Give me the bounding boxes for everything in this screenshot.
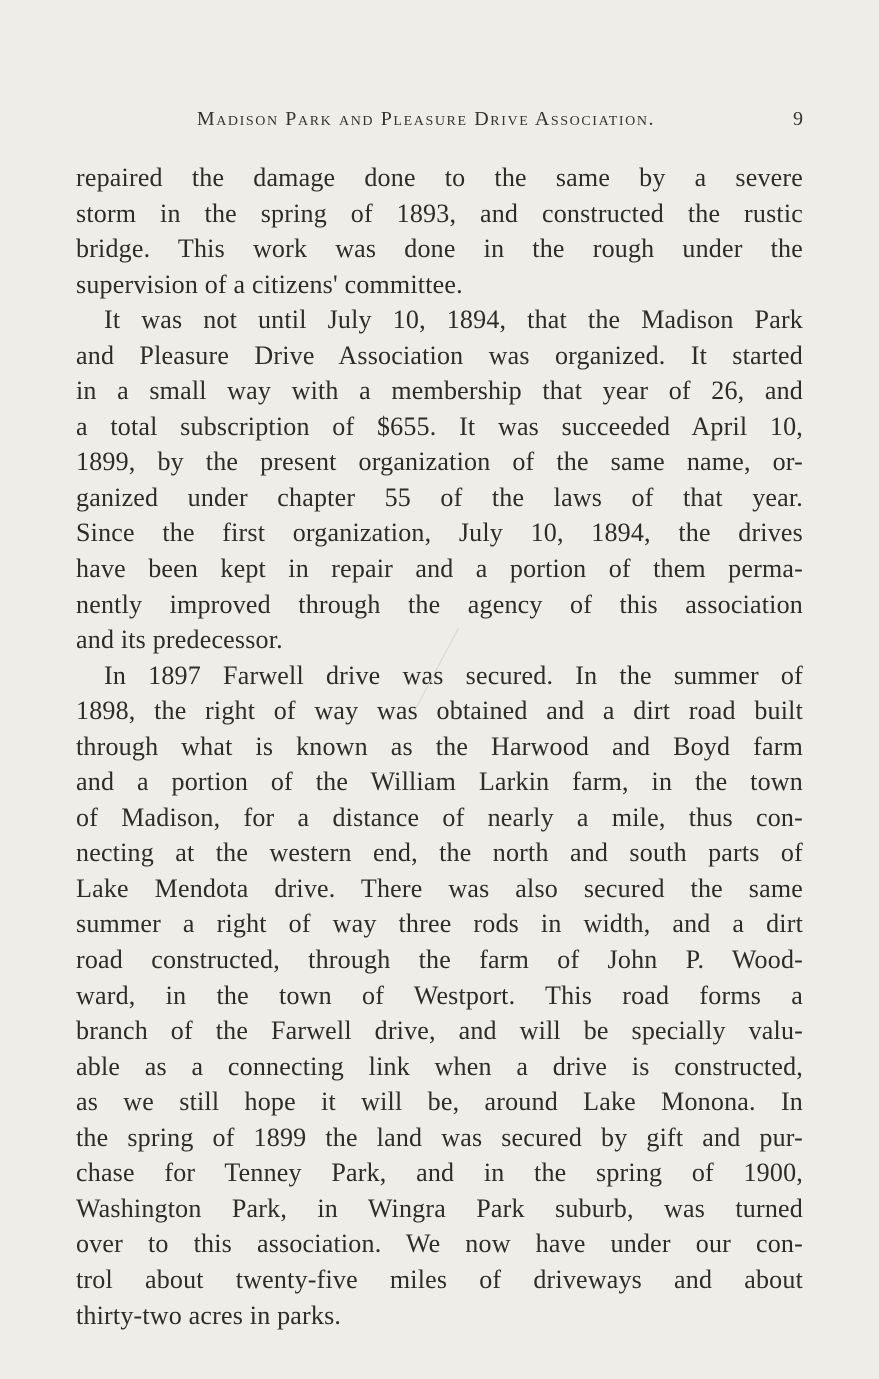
text-line: 1899, by the present organization of the same name, or- bbox=[76, 447, 803, 477]
text-line: bridge. This work was done in the rough under the bbox=[76, 234, 803, 264]
text-line: It was not until July 10, 1894, that the Madison Park bbox=[104, 305, 803, 335]
text-line: summer a right of way three rods in width, and a dirt bbox=[76, 909, 803, 939]
text-line: In 1897 Farwell drive was secured. In the summer of bbox=[104, 660, 803, 690]
text-line: road constructed, through the farm of John P. Wood- bbox=[76, 945, 803, 975]
text-line: and a portion of the William Larkin farm, in the town bbox=[76, 767, 803, 797]
text-line: 1898, the right of way was obtained and a dirt road built bbox=[76, 696, 803, 726]
text-line: chase for Tenney Park, and in the spring of 1900, bbox=[76, 1158, 803, 1188]
text-line: branch of the Farwell drive, and will be specially valu- bbox=[76, 1016, 803, 1046]
text-line: of Madison, for a distance of nearly a mile, thus con- bbox=[76, 802, 803, 832]
text-line: Washington Park, in Wingra Park suburb, was turned bbox=[76, 1193, 803, 1223]
text-line: and its predecessor. bbox=[76, 625, 283, 655]
text-line: ganized under chapter 55 of the laws of that year. bbox=[76, 482, 803, 512]
body-text bbox=[76, 160, 803, 1333]
text-line: Lake Mendota drive. There was also secured the same bbox=[76, 873, 803, 903]
text-line: necting at the western end, the north and south parts of bbox=[76, 838, 803, 868]
text-line: over to this association. We now have under our con- bbox=[76, 1229, 803, 1259]
text-line: ward, in the town of Westport. This road forms a bbox=[76, 980, 803, 1010]
text-line: and Pleasure Drive Association was organized. It started bbox=[76, 340, 803, 370]
running-title: Madison Park and Pleasure Drive Association. bbox=[196, 108, 656, 130]
text-line: have been kept in repair and a portion of them perma- bbox=[76, 554, 803, 584]
text-line: supervision of a citizens' committee. bbox=[76, 269, 463, 299]
text-line: Since the first organization, July 10, 1894, the drives bbox=[76, 518, 803, 548]
text-line: repaired the damage done to the same by a severe bbox=[76, 163, 803, 192]
text-line: the spring of 1899 the land was secured by gift and pur- bbox=[76, 1122, 803, 1152]
text-line: thirty-two acres in parks. bbox=[76, 1300, 342, 1330]
page-number: 9 bbox=[793, 108, 803, 130]
text-line: trol about twenty-five miles of driveways and about bbox=[76, 1264, 803, 1294]
text-line: as we still hope it will be, around Lake Monona. In bbox=[76, 1087, 803, 1117]
text-line: nently improved through the agency of this association bbox=[76, 589, 803, 619]
text-line: able as a connecting link when a drive is constructed, bbox=[76, 1051, 803, 1081]
text-line: storm in the spring of 1893, and constructed the rustic bbox=[76, 198, 803, 228]
text-line: through what is known as the Harwood and Boyd farm bbox=[76, 731, 803, 761]
text-line: a total subscription of $655. It was succeeded April 10, bbox=[76, 411, 803, 441]
running-head bbox=[76, 108, 803, 138]
text-line: in a small way with a membership that year of 26, and bbox=[76, 376, 803, 406]
